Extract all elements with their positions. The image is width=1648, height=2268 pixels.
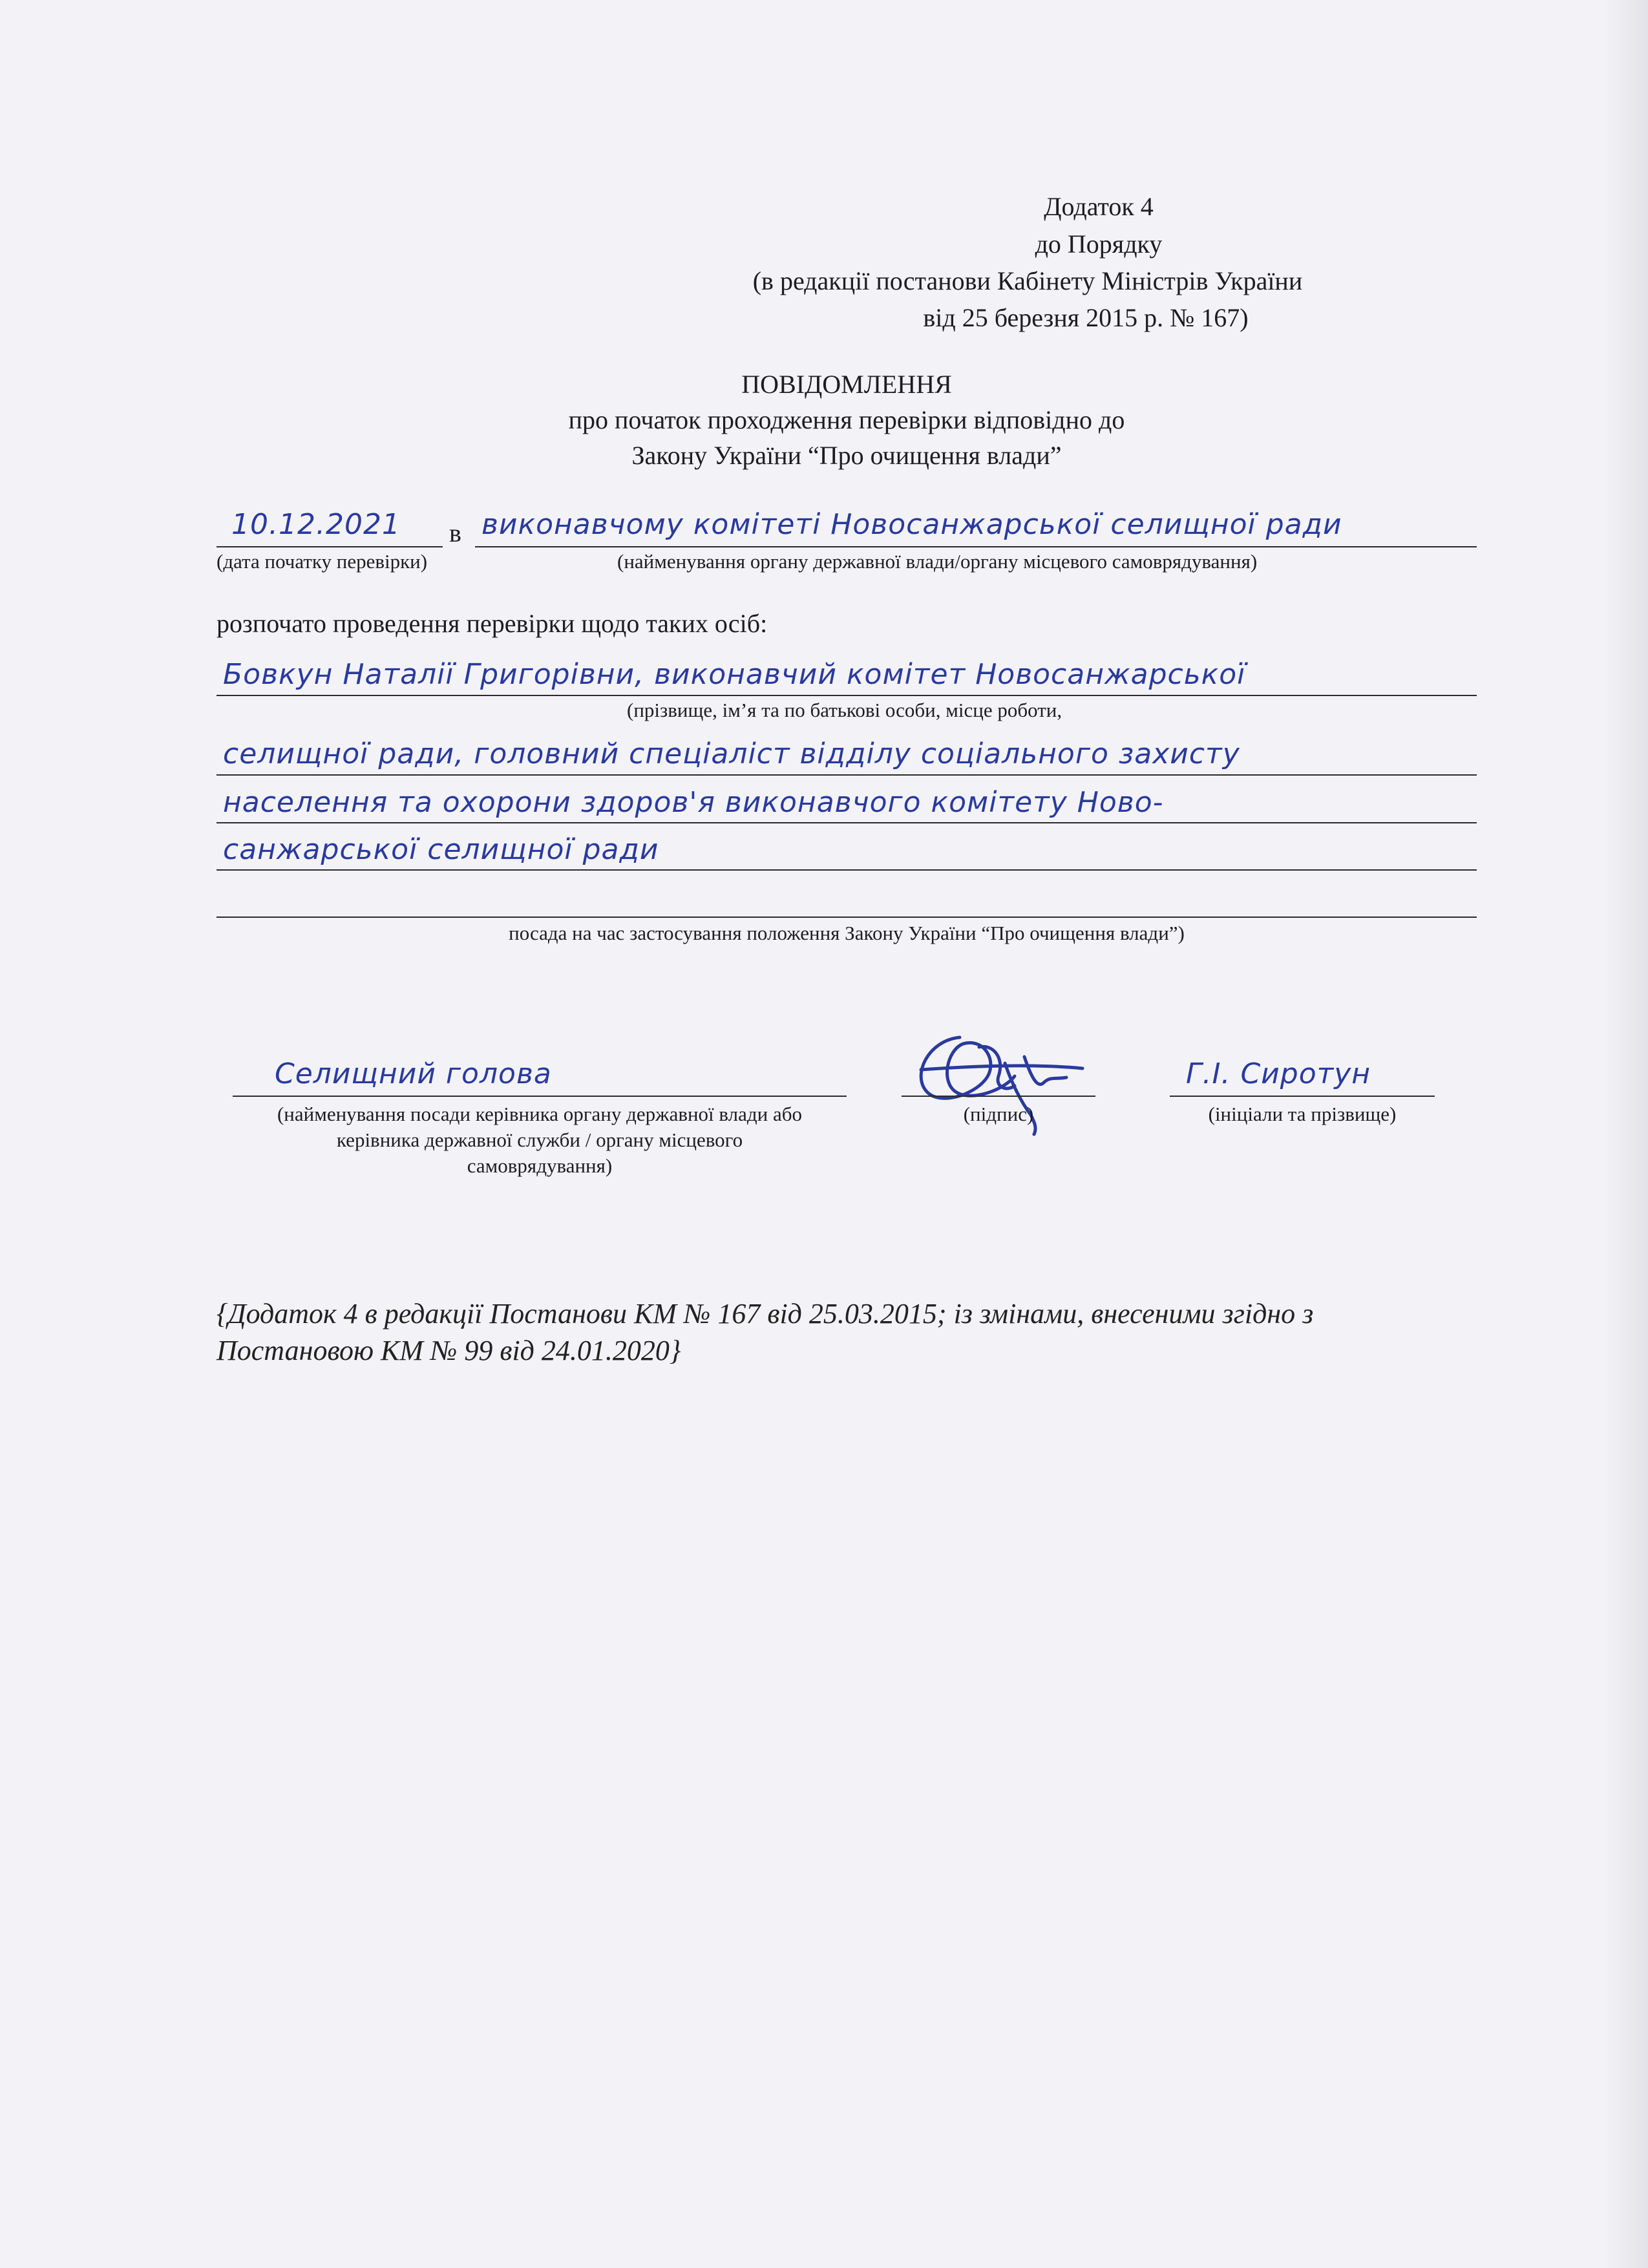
person-line-2-rule xyxy=(217,774,1477,776)
position-caption: посада на час застосування положення Закону України “Про очищення влади”) xyxy=(509,922,1185,944)
title-subline-1: про початок проходження перевірки відповідно до xyxy=(568,405,1125,434)
date-caption: (дата початку перевірки) xyxy=(217,550,428,573)
person-line-1-rule xyxy=(217,695,1477,696)
header-appendix-number: Додаток 4 xyxy=(1044,192,1154,221)
header-resolution-date: від 25 березня 2015 р. № 167) xyxy=(923,303,1249,332)
header-to-procedure: до Порядку xyxy=(1035,229,1163,259)
person-line-5-rule xyxy=(217,917,1477,918)
person-name-line: Бовкун Наталії Григорівни, виконавчий комітет Новосанжарської xyxy=(223,658,1246,691)
person-line-4-rule xyxy=(217,869,1477,871)
title-subline-2: Закону України “Про очищення влади” xyxy=(631,441,1062,470)
footnote-line-2: Постановою КМ № 99 від 24.01.2020} xyxy=(217,1335,681,1366)
footnote-line-1: {Додаток 4 в редакції Постанови КМ № 167 від 25.03.2015; із змінами, внесеними згідно з xyxy=(217,1298,1314,1330)
date-connector: в xyxy=(449,518,461,547)
signatory-position: Селищний голова xyxy=(275,1057,552,1090)
handwritten-signature xyxy=(902,1018,1095,1147)
position-caption-line-3: самоврядування) xyxy=(467,1154,613,1177)
authority-caption: (найменування органу державної влади/органу місцевого самоврядування) xyxy=(617,550,1258,573)
authority-underline xyxy=(475,546,1477,547)
signatory-position-rule xyxy=(233,1096,847,1097)
person-line-3-rule xyxy=(217,822,1477,823)
authority-name: виконавчому комітеті Новосанжарської селищної ради xyxy=(481,508,1342,541)
signatory-name: Г.І. Сиротун xyxy=(1186,1057,1371,1090)
person-position-line-1: селищної ради, головний спеціаліст відділу соціального захисту xyxy=(223,737,1240,770)
signature-rule xyxy=(902,1096,1095,1097)
position-caption-line-1: (найменування посади керівника органу державної влади або xyxy=(277,1103,803,1125)
persons-intro: розпочато проведення перевірки щодо таких осіб: xyxy=(217,609,768,638)
signatory-name-rule xyxy=(1170,1096,1435,1097)
name-caption: (ініціали та прізвище) xyxy=(1208,1103,1397,1125)
person-position-line-2: населення та охорони здоров'я виконавчого комітету Ново- xyxy=(223,786,1164,819)
date-underline xyxy=(217,546,443,547)
document-title: ПОВІДОМЛЕННЯ xyxy=(741,370,952,399)
person-caption: (прізвище, ім’я та по батькові особи, місце роботи, xyxy=(627,699,1062,721)
person-position-line-3: санжарської селищної ради xyxy=(223,833,659,866)
signature-caption: (підпис) xyxy=(963,1103,1034,1125)
position-caption-line-2: керівника державної служби / органу місцевого xyxy=(336,1129,743,1151)
scan-edge-shadow xyxy=(1603,0,1648,2268)
header-edition-line: (в редакції постанови Кабінету Міністрів України xyxy=(752,266,1303,295)
inspection-start-date: 10.12.2021 xyxy=(231,508,401,541)
